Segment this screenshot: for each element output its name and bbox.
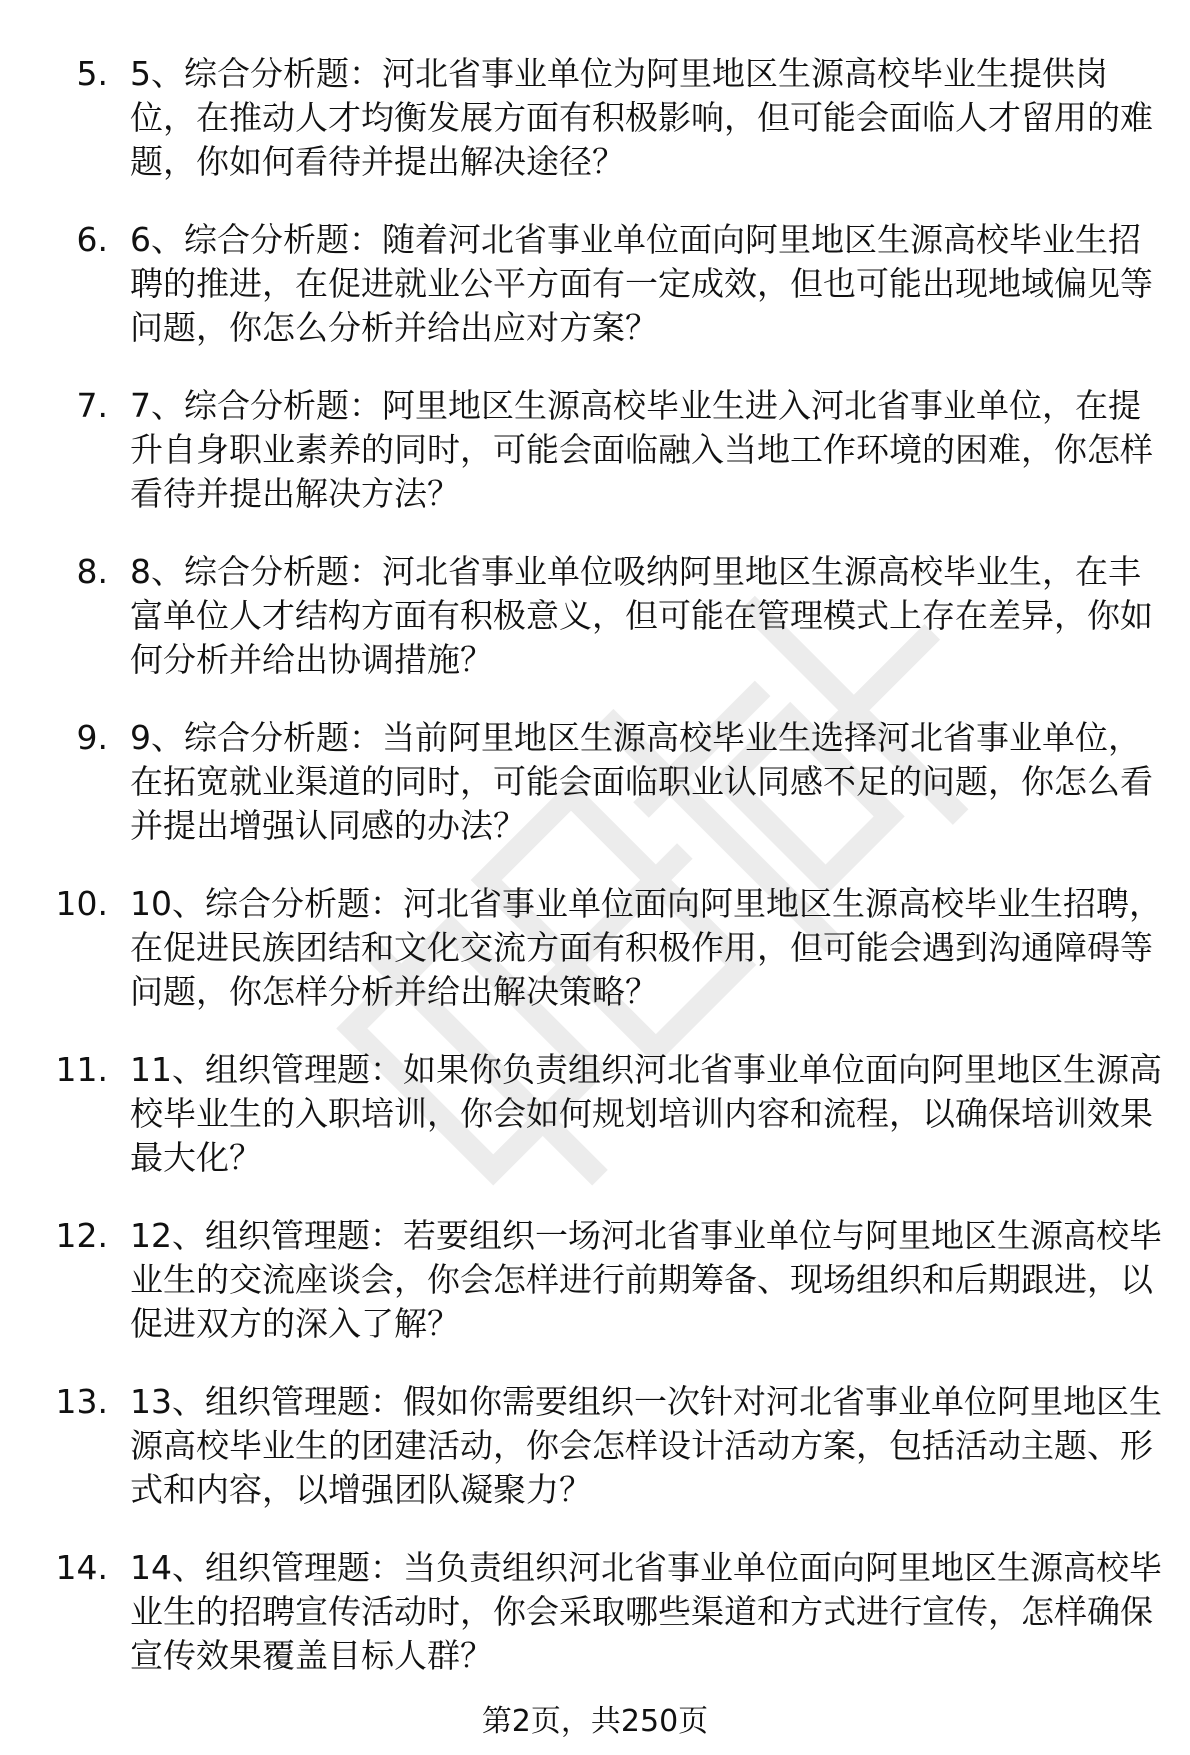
list-item — [0, 1380, 1190, 1546]
question-text: 10、综合分析题：河北省事业单位面向阿里地区生源高校毕业生招聘，在促进民族团结和文化交流方面有积极作用，但可能会遇到沟通障碍等问题，你怎样分析并给出解决策略？ — [130, 884, 1162, 1011]
question-text: 6、综合分析题：随着河北省事业单位面向阿里地区生源高校毕业生招聘的推进，在促进就业公平方面有一定成效，但也可能出现地域偏见等问题，你怎么分析并给出应对方案？ — [130, 220, 1153, 347]
list-item — [0, 882, 1190, 1048]
question-number: 12. — [55, 1216, 108, 1255]
list-item — [0, 716, 1190, 882]
question-number: 10. — [55, 884, 108, 923]
question-number: 7. — [76, 386, 108, 425]
question-text: 8、综合分析题：河北省事业单位吸纳阿里地区生源高校毕业生，在丰富单位人才结构方面有积极意义，但可能在管理模式上存在差异，你如何分析并给出协调措施？ — [130, 552, 1153, 679]
question-number: 8. — [76, 552, 108, 591]
page-footer: 第2页，共250页 — [481, 1704, 709, 1739]
question-number: 5. — [76, 54, 108, 93]
question-text: 13、组织管理题：假如你需要组织一次针对河北省事业单位阿里地区生源高校毕业生的团建活动，你会怎样设计活动方案，包括活动主题、形式和内容，以增强团队凝聚力？ — [130, 1382, 1162, 1509]
question-number: 9. — [76, 718, 108, 757]
list-item — [0, 1546, 1190, 1712]
question-number: 14. — [55, 1548, 108, 1587]
list-item — [0, 384, 1190, 550]
list-item — [0, 218, 1190, 384]
list-item — [0, 1214, 1190, 1380]
question-list — [0, 52, 1190, 1712]
question-number: 6. — [76, 220, 108, 259]
list-item — [0, 550, 1190, 716]
list-item — [0, 1048, 1190, 1214]
question-text: 11、组织管理题：如果你负责组织河北省事业单位面向阿里地区生源高校毕业生的入职培训，你会如何规划培训内容和流程，以确保培训效果最大化？ — [130, 1050, 1162, 1177]
question-number: 13. — [55, 1382, 108, 1421]
question-text: 14、组织管理题：当负责组织河北省事业单位面向阿里地区生源高校毕业生的招聘宣传活动时，你会采取哪些渠道和方式进行宣传，怎样确保宣传效果覆盖目标人群？ — [130, 1548, 1162, 1675]
list-item — [0, 52, 1190, 218]
question-text: 5、综合分析题：河北省事业单位为阿里地区生源高校毕业生提供岗位，在推动人才均衡发展方面有积极影响，但可能会面临人才留用的难题，你如何看待并提出解决途径？ — [130, 54, 1153, 181]
question-text: 9、综合分析题：当前阿里地区生源高校毕业生选择河北省事业单位，在拓宽就业渠道的同时，可能会面临职业认同感不足的问题，你怎么看并提出增强认同感的办法？ — [130, 718, 1153, 845]
question-number: 11. — [55, 1050, 108, 1089]
question-text: 7、综合分析题：阿里地区生源高校毕业生进入河北省事业单位，在提升自身职业素养的同时，可能会面临融入当地工作环境的困难，你怎样看待并提出解决方法？ — [130, 386, 1153, 513]
question-text: 12、组织管理题：若要组织一场河北省事业单位与阿里地区生源高校毕业生的交流座谈会，你会怎样进行前期筹备、现场组织和后期跟进，以促进双方的深入了解？ — [130, 1216, 1162, 1343]
